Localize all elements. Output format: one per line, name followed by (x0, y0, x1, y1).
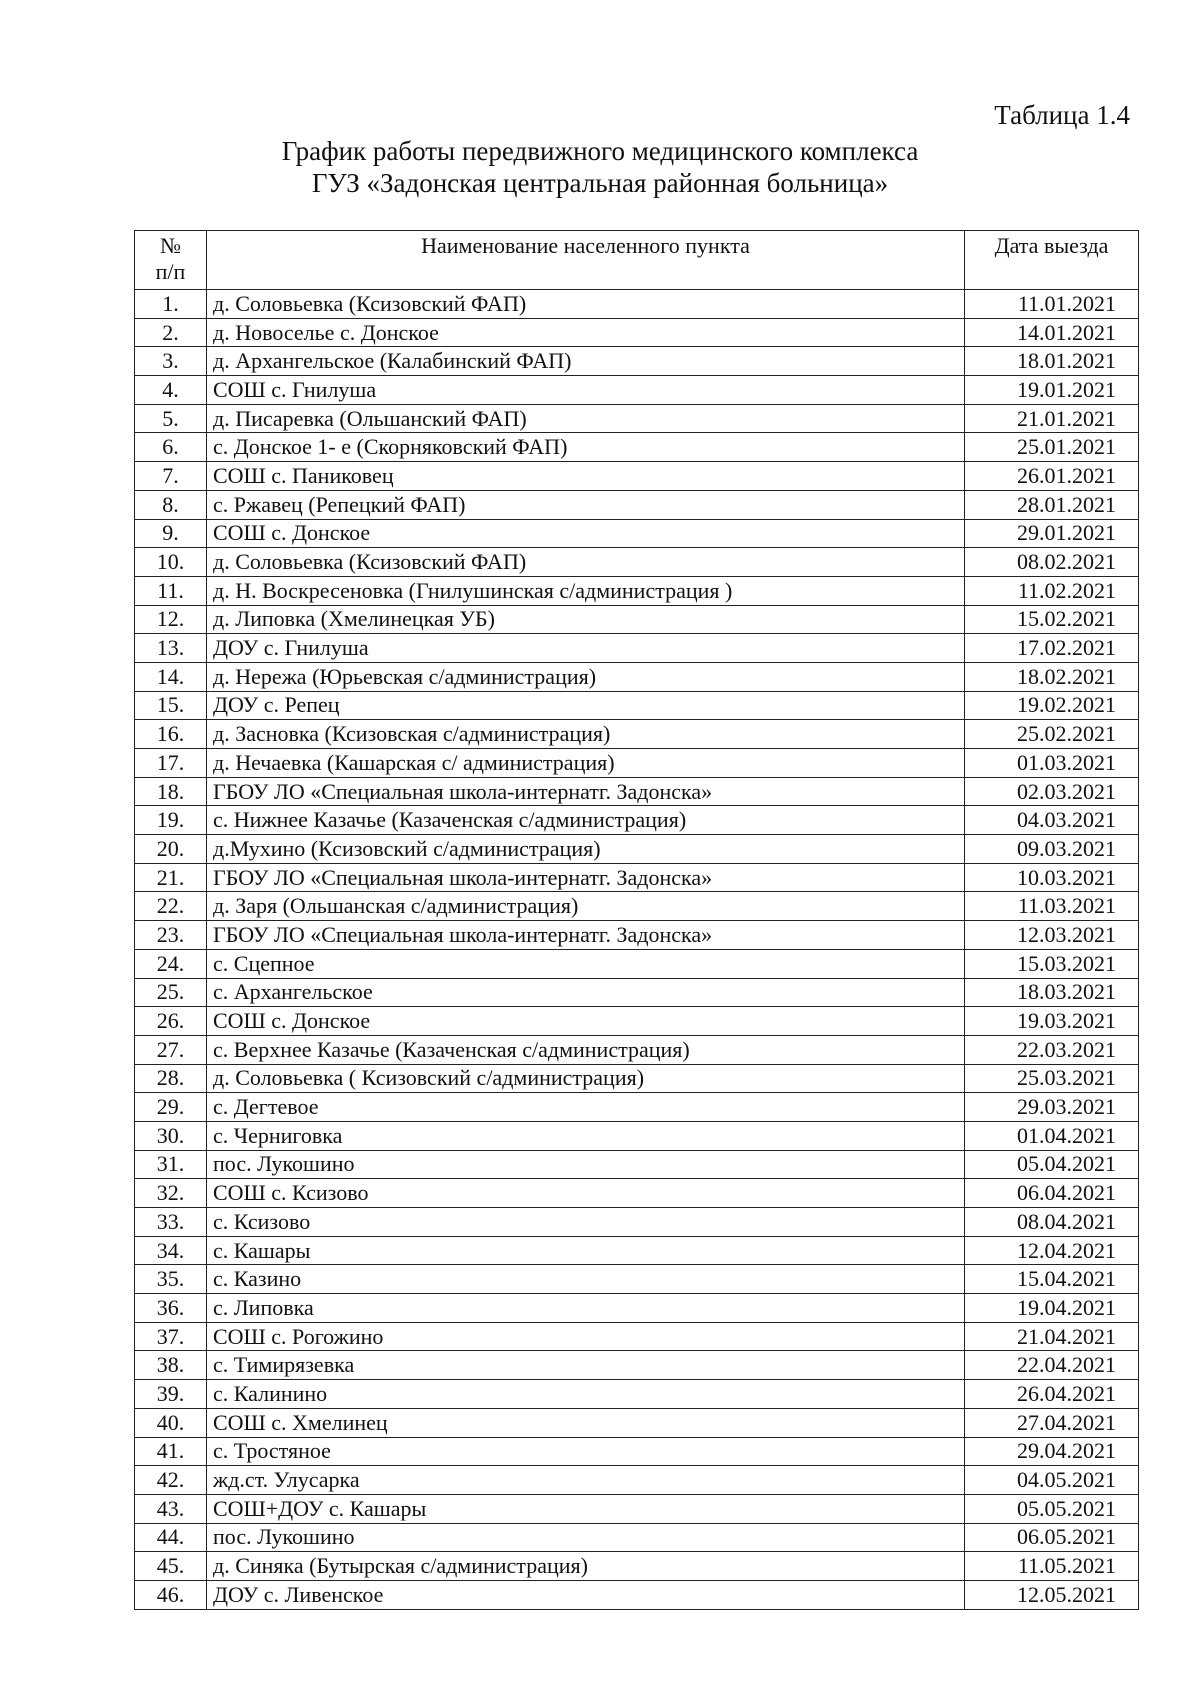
row-number-cell: 42. (135, 1466, 207, 1495)
settlement-name-cell: СОШ с. Донское (207, 1007, 965, 1036)
settlement-name-cell: ГБОУ ЛО «Специальная школа-интернатг. Задонска» (207, 921, 965, 950)
row-number-cell: 31. (135, 1150, 207, 1179)
departure-date-cell: 25.01.2021 (965, 433, 1139, 462)
row-number-cell: 46. (135, 1580, 207, 1609)
settlement-name-cell: с. Верхнее Казачье (Казаченская с/администрация) (207, 1035, 965, 1064)
row-number-cell: 23. (135, 921, 207, 950)
settlement-name-cell: ДОУ с. Ливенское (207, 1580, 965, 1609)
table-row (135, 1093, 1139, 1122)
table-row (135, 806, 1139, 835)
document-title (0, 135, 1200, 199)
table-row (135, 921, 1139, 950)
table-row (135, 576, 1139, 605)
departure-date-cell: 29.03.2021 (965, 1093, 1139, 1122)
settlement-name-cell: ГБОУ ЛО «Специальная школа-интернатг. Задонска» (207, 863, 965, 892)
header-settlement-name: Наименование населенного пункта (207, 231, 965, 290)
table-row (135, 1208, 1139, 1237)
settlement-name-cell: СОШ с. Паниковец (207, 462, 965, 491)
table-body (135, 290, 1139, 1610)
table-row (135, 1064, 1139, 1093)
departure-date-cell: 08.02.2021 (965, 548, 1139, 577)
departure-date-cell: 01.04.2021 (965, 1121, 1139, 1150)
schedule-table (134, 230, 1139, 1610)
header-departure-date: Дата выезда (965, 231, 1139, 290)
settlement-name-cell: д. Соловьевка (Ксизовский ФАП) (207, 548, 965, 577)
row-number-cell: 45. (135, 1552, 207, 1581)
row-number-cell: 10. (135, 548, 207, 577)
header-row (135, 231, 1139, 290)
settlement-name-cell: д. Нечаевка (Кашарская с/ администрация) (207, 749, 965, 778)
departure-date-cell: 01.03.2021 (965, 749, 1139, 778)
table-row (135, 1580, 1139, 1609)
settlement-name-cell: СОШ+ДОУ с. Кашары (207, 1494, 965, 1523)
table-row (135, 949, 1139, 978)
departure-date-cell: 29.04.2021 (965, 1437, 1139, 1466)
row-number-cell: 28. (135, 1064, 207, 1093)
row-number-cell: 5. (135, 404, 207, 433)
settlement-name-cell: пос. Лукошино (207, 1150, 965, 1179)
settlement-name-cell: д. Заря (Ольшанская с/администрация) (207, 892, 965, 921)
table-row (135, 1265, 1139, 1294)
table-row (135, 1408, 1139, 1437)
table-row (135, 1494, 1139, 1523)
table-row (135, 347, 1139, 376)
settlement-name-cell: жд.ст. Улусарка (207, 1466, 965, 1495)
departure-date-cell: 18.02.2021 (965, 662, 1139, 691)
settlement-name-cell: ДОУ с. Репец (207, 691, 965, 720)
table-row (135, 777, 1139, 806)
departure-date-cell: 18.03.2021 (965, 978, 1139, 1007)
row-number-cell: 9. (135, 519, 207, 548)
row-number-cell: 27. (135, 1035, 207, 1064)
table-row (135, 1035, 1139, 1064)
header-number (135, 231, 207, 290)
settlement-name-cell: д. Засновка (Ксизовская с/администрация) (207, 720, 965, 749)
row-number-cell: 8. (135, 490, 207, 519)
departure-date-cell: 18.01.2021 (965, 347, 1139, 376)
departure-date-cell: 29.01.2021 (965, 519, 1139, 548)
table-row (135, 892, 1139, 921)
table-row (135, 978, 1139, 1007)
row-number-cell: 1. (135, 290, 207, 319)
table-row (135, 1380, 1139, 1409)
row-number-cell: 21. (135, 863, 207, 892)
row-number-cell: 19. (135, 806, 207, 835)
settlement-name-cell: ГБОУ ЛО «Специальная школа-интернатг. Задонска» (207, 777, 965, 806)
table-row (135, 433, 1139, 462)
table-row (135, 318, 1139, 347)
table-row (135, 720, 1139, 749)
departure-date-cell: 19.02.2021 (965, 691, 1139, 720)
settlement-name-cell: с. Дегтевое (207, 1093, 965, 1122)
departure-date-cell: 22.04.2021 (965, 1351, 1139, 1380)
settlement-name-cell: д. Нережа (Юрьевская с/администрация) (207, 662, 965, 691)
row-number-cell: 6. (135, 433, 207, 462)
row-number-cell: 35. (135, 1265, 207, 1294)
settlement-name-cell: д. Синяка (Бутырская с/администрация) (207, 1552, 965, 1581)
table-number-label: Таблица 1.4 (994, 100, 1130, 130)
table-row (135, 1007, 1139, 1036)
departure-date-cell: 11.03.2021 (965, 892, 1139, 921)
departure-date-cell: 06.04.2021 (965, 1179, 1139, 1208)
table-row (135, 1466, 1139, 1495)
settlement-name-cell: д. Н. Воскресеновка (Гнилушинская с/администрация ) (207, 576, 965, 605)
table-row (135, 519, 1139, 548)
departure-date-cell: 12.04.2021 (965, 1236, 1139, 1265)
departure-date-cell: 19.04.2021 (965, 1294, 1139, 1323)
settlement-name-cell: с. Калинино (207, 1380, 965, 1409)
row-number-cell: 17. (135, 749, 207, 778)
settlement-name-cell: СОШ с. Рогожино (207, 1322, 965, 1351)
title-line-2: ГУЗ «Задонская центральная районная больница» (311, 168, 889, 198)
row-number-cell: 29. (135, 1093, 207, 1122)
settlement-name-cell: с. Черниговка (207, 1121, 965, 1150)
table-row (135, 462, 1139, 491)
departure-date-cell: 02.03.2021 (965, 777, 1139, 806)
departure-date-cell: 06.05.2021 (965, 1523, 1139, 1552)
departure-date-cell: 19.03.2021 (965, 1007, 1139, 1036)
settlement-name-cell: д. Соловьевка ( Ксизовский с/администрация) (207, 1064, 965, 1093)
settlement-name-cell: с. Казино (207, 1265, 965, 1294)
row-number-cell: 7. (135, 462, 207, 491)
settlement-name-cell: СОШ с. Ксизово (207, 1179, 965, 1208)
table-row (135, 605, 1139, 634)
table-row (135, 749, 1139, 778)
table-row (135, 404, 1139, 433)
title-line-1: График работы передвижного медицинского комплекса (281, 136, 919, 166)
row-number-cell: 37. (135, 1322, 207, 1351)
settlement-name-cell: СОШ с. Гнилуша (207, 376, 965, 405)
settlement-name-cell: с. Сцепное (207, 949, 965, 978)
departure-date-cell: 21.04.2021 (965, 1322, 1139, 1351)
settlement-name-cell: с. Липовка (207, 1294, 965, 1323)
table-row (135, 548, 1139, 577)
departure-date-cell: 17.02.2021 (965, 634, 1139, 663)
row-number-cell: 33. (135, 1208, 207, 1237)
departure-date-cell: 12.03.2021 (965, 921, 1139, 950)
table-row (135, 1322, 1139, 1351)
row-number-cell: 39. (135, 1380, 207, 1409)
row-number-cell: 18. (135, 777, 207, 806)
row-number-cell: 22. (135, 892, 207, 921)
table-row (135, 1523, 1139, 1552)
table-row (135, 1179, 1139, 1208)
departure-date-cell: 15.03.2021 (965, 949, 1139, 978)
table-row (135, 1236, 1139, 1265)
departure-date-cell: 11.05.2021 (965, 1552, 1139, 1581)
row-number-cell: 25. (135, 978, 207, 1007)
table-row (135, 1294, 1139, 1323)
departure-date-cell: 04.05.2021 (965, 1466, 1139, 1495)
row-number-cell: 32. (135, 1179, 207, 1208)
table-row (135, 634, 1139, 663)
departure-date-cell: 08.04.2021 (965, 1208, 1139, 1237)
table-row (135, 1552, 1139, 1581)
departure-date-cell: 25.03.2021 (965, 1064, 1139, 1093)
header-number-pp: п/п (155, 259, 186, 284)
table-row (135, 290, 1139, 319)
settlement-name-cell: ДОУ с. Гнилуша (207, 634, 965, 663)
row-number-cell: 13. (135, 634, 207, 663)
settlement-name-cell: с. Архангельское (207, 978, 965, 1007)
row-number-cell: 40. (135, 1408, 207, 1437)
departure-date-cell: 26.04.2021 (965, 1380, 1139, 1409)
settlement-name-cell: с. Нижнее Казачье (Казаченская с/администрация) (207, 806, 965, 835)
row-number-cell: 43. (135, 1494, 207, 1523)
table-row (135, 376, 1139, 405)
departure-date-cell: 14.01.2021 (965, 318, 1139, 347)
departure-date-cell: 09.03.2021 (965, 835, 1139, 864)
departure-date-cell: 11.01.2021 (965, 290, 1139, 319)
table-row (135, 662, 1139, 691)
row-number-cell: 2. (135, 318, 207, 347)
header-number-sign: № (160, 233, 181, 258)
departure-date-cell: 21.01.2021 (965, 404, 1139, 433)
departure-date-cell: 26.01.2021 (965, 462, 1139, 491)
table-row (135, 863, 1139, 892)
settlement-name-cell: с. Ржавец (Репецкий ФАП) (207, 490, 965, 519)
row-number-cell: 34. (135, 1236, 207, 1265)
departure-date-cell: 05.05.2021 (965, 1494, 1139, 1523)
settlement-name-cell: с. Донское 1- е (Скорняковский ФАП) (207, 433, 965, 462)
departure-date-cell: 15.02.2021 (965, 605, 1139, 634)
departure-date-cell: 04.03.2021 (965, 806, 1139, 835)
departure-date-cell: 10.03.2021 (965, 863, 1139, 892)
row-number-cell: 36. (135, 1294, 207, 1323)
row-number-cell: 11. (135, 576, 207, 605)
settlement-name-cell: д. Соловьевка (Ксизовский ФАП) (207, 290, 965, 319)
settlement-name-cell: д. Писаревка (Ольшанский ФАП) (207, 404, 965, 433)
settlement-name-cell: СОШ с. Хмелинец (207, 1408, 965, 1437)
departure-date-cell: 15.04.2021 (965, 1265, 1139, 1294)
settlement-name-cell: пос. Лукошино (207, 1523, 965, 1552)
settlement-name-cell: д.Мухино (Ксизовский с/администрация) (207, 835, 965, 864)
departure-date-cell: 22.03.2021 (965, 1035, 1139, 1064)
row-number-cell: 41. (135, 1437, 207, 1466)
settlement-name-cell: д. Липовка (Хмелинецкая УБ) (207, 605, 965, 634)
settlement-name-cell: СОШ с. Донское (207, 519, 965, 548)
departure-date-cell: 12.05.2021 (965, 1580, 1139, 1609)
row-number-cell: 26. (135, 1007, 207, 1036)
row-number-cell: 14. (135, 662, 207, 691)
departure-date-cell: 19.01.2021 (965, 376, 1139, 405)
table-row (135, 835, 1139, 864)
table-row (135, 1150, 1139, 1179)
row-number-cell: 16. (135, 720, 207, 749)
departure-date-cell: 25.02.2021 (965, 720, 1139, 749)
settlement-name-cell: с. Тимирязевка (207, 1351, 965, 1380)
row-number-cell: 15. (135, 691, 207, 720)
table-row (135, 1121, 1139, 1150)
settlement-name-cell: с. Кашары (207, 1236, 965, 1265)
settlement-name-cell: с. Ксизово (207, 1208, 965, 1237)
row-number-cell: 4. (135, 376, 207, 405)
departure-date-cell: 28.01.2021 (965, 490, 1139, 519)
table-row (135, 691, 1139, 720)
settlement-name-cell: д. Архангельское (Калабинский ФАП) (207, 347, 965, 376)
row-number-cell: 12. (135, 605, 207, 634)
table-header (135, 231, 1139, 290)
row-number-cell: 3. (135, 347, 207, 376)
settlement-name-cell: с. Тростяное (207, 1437, 965, 1466)
departure-date-cell: 11.02.2021 (965, 576, 1139, 605)
table-row (135, 1437, 1139, 1466)
departure-date-cell: 27.04.2021 (965, 1408, 1139, 1437)
row-number-cell: 20. (135, 835, 207, 864)
settlement-name-cell: д. Новоселье с. Донское (207, 318, 965, 347)
row-number-cell: 38. (135, 1351, 207, 1380)
table-row (135, 1351, 1139, 1380)
row-number-cell: 44. (135, 1523, 207, 1552)
row-number-cell: 24. (135, 949, 207, 978)
table-row (135, 490, 1139, 519)
departure-date-cell: 05.04.2021 (965, 1150, 1139, 1179)
row-number-cell: 30. (135, 1121, 207, 1150)
